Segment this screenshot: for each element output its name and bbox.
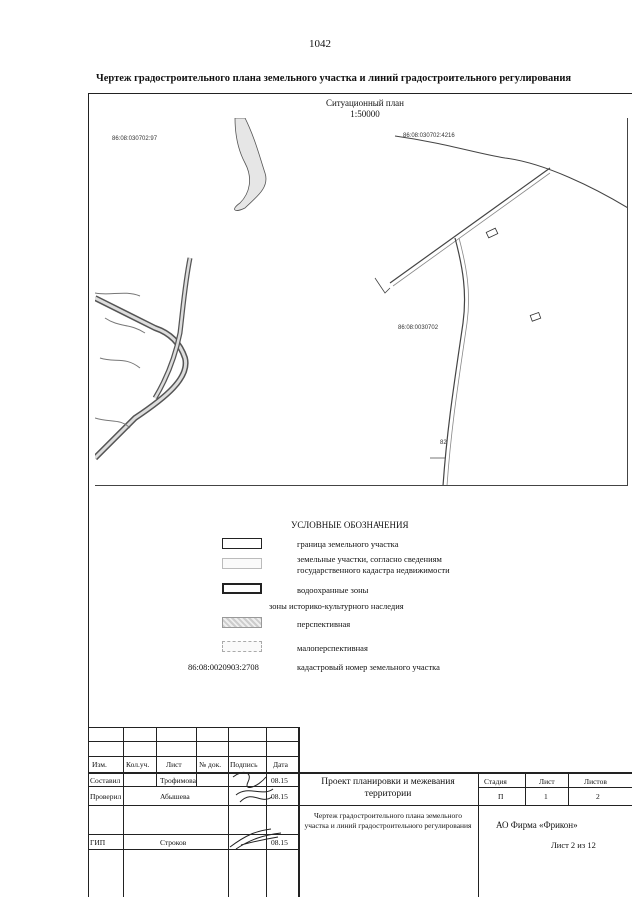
boundary-line-top [395, 136, 628, 208]
signature-2 [226, 825, 286, 853]
row-name-1: Трофимова [160, 776, 196, 785]
row-date-3: 08.15 [271, 838, 288, 847]
document-title: Чертеж градостроительного плана земельного участка и линий градостроительного регулирования [96, 73, 572, 84]
map-title-block [300, 98, 430, 120]
header-date: Дата [273, 760, 288, 769]
map-scale: 1:50000 [350, 109, 380, 119]
sheet-value: 1 [544, 792, 548, 801]
legend-label-cadastre-1: земельные участки, согласно сведениям [297, 554, 442, 564]
map-drawing [95, 118, 628, 486]
header-sign: Подпись [230, 760, 258, 769]
legend-cadastral-label: кадастровый номер земельного участка [297, 662, 440, 672]
legend-label-parcel-boundary: граница земельного участка [297, 539, 399, 549]
legend-swatch-parcel-boundary [222, 538, 262, 549]
row-date-1: 08.15 [271, 776, 288, 785]
legend-label-low-perspective: малоперспективная [297, 643, 368, 653]
header-list: Лист [166, 760, 182, 769]
stage-value: П [498, 792, 504, 801]
row-role-2: Проверил [90, 792, 122, 801]
legend-label-perspective: перспективная [297, 619, 351, 629]
company-name: АО Фирма «Фрикон» [496, 820, 578, 830]
legend-label-water-protection: водоохранные зоны [297, 585, 369, 595]
sheet-of-total: Лист 2 из 12 [551, 840, 596, 850]
header-doc: № док. [199, 760, 222, 769]
map-title: Ситуационный план [325, 98, 404, 108]
legend-swatch-low-perspective [222, 641, 262, 652]
row-role-1: Составил [90, 776, 121, 785]
page-number: 1042 [309, 38, 331, 50]
building-marker-1 [486, 228, 498, 238]
boundary-line-diagonal [390, 168, 550, 283]
header-kol: Кол.уч. [126, 760, 150, 769]
quarter-label: 86:08:0030702 [398, 325, 439, 331]
legend-cadastral-number: 86:08:0020903:2708 [188, 662, 259, 672]
legend-swatch-cadastre [222, 558, 262, 569]
project-name: Проект планировки и межевания территории [321, 777, 455, 799]
row-name-2: Абышева [160, 792, 190, 801]
legend-swatch-perspective [222, 617, 262, 628]
boundary-line-diagonal-2 [393, 173, 550, 286]
sheet-header: Лист [539, 777, 555, 786]
row-date-2: 08.15 [271, 792, 288, 801]
building-marker-2 [530, 312, 541, 321]
small-bend [375, 278, 390, 293]
legend-label-heritage-zones: зоны историко-культурного наследия [269, 601, 404, 611]
parcel-label-b: 86:08:030702:4216 [403, 133, 455, 139]
sheets-value: 2 [596, 792, 600, 801]
header-izm: Изм. [92, 760, 107, 769]
river-upper [235, 118, 266, 210]
sheets-header: Листов [584, 777, 607, 786]
row-role-3: ГИП [90, 838, 106, 847]
signature-1 [228, 767, 278, 807]
situation-plan-map [95, 118, 628, 486]
river-left-fill [95, 298, 186, 458]
legend-title: УСЛОВНЫЕ ОБОЗНАЧЕНИЯ [291, 520, 409, 530]
parcel-label-a: 86:08:030702:97 [112, 136, 158, 142]
legend-swatch-water-protection [222, 583, 262, 594]
mark-label: 82 [440, 440, 447, 446]
title-block [88, 727, 632, 897]
legend-label-cadastre-2: государственного кадастра недвижимости [297, 565, 450, 575]
stage-header: Стадия [484, 777, 507, 786]
row-name-3: Строков [160, 838, 187, 847]
drawing-name: Чертеж градостроительного плана земельного участка и линий градостроительного регулирования [304, 811, 472, 830]
